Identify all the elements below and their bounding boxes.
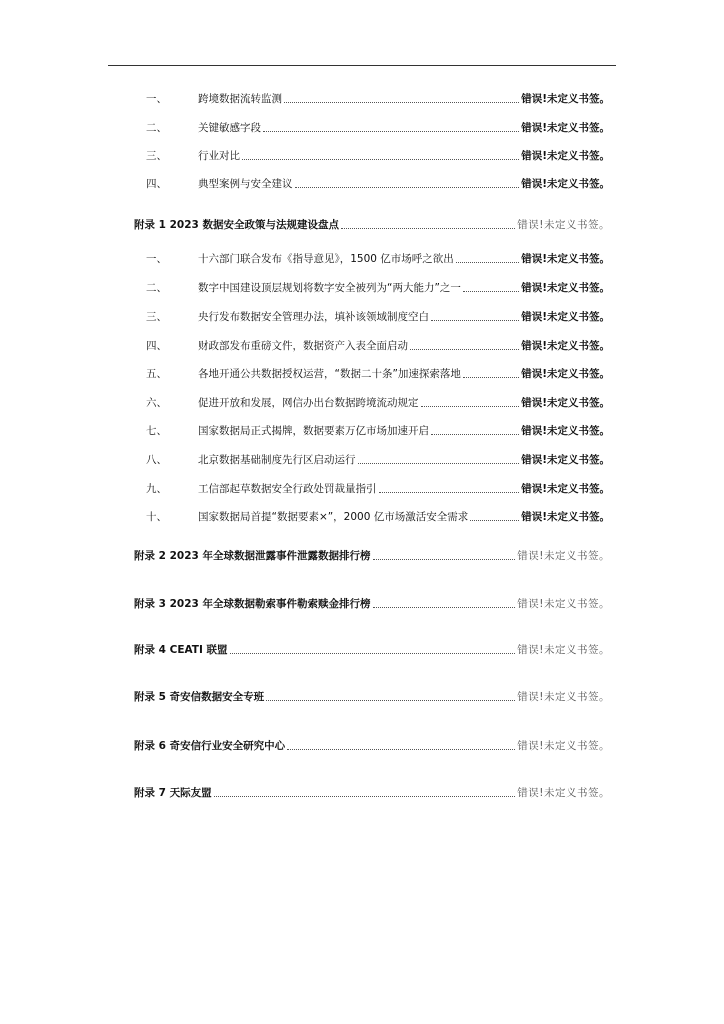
toc-appendix-title: 附录 1 2023 数据安全政策与法规建设盘点	[134, 219, 339, 231]
toc-leader-dots	[287, 749, 515, 750]
toc-entry[interactable]	[134, 506, 610, 524]
toc-entry[interactable]	[134, 392, 610, 410]
toc-entry[interactable]	[134, 363, 610, 381]
toc-entry[interactable]	[134, 478, 610, 496]
toc-entry-number: 四、	[146, 340, 167, 352]
toc-leader-dots	[470, 520, 519, 521]
toc-entry-number: 四、	[146, 178, 167, 190]
toc-entry[interactable]	[134, 420, 610, 438]
toc-leader-dots	[463, 377, 519, 378]
toc-appendix-title: 附录 5 奇安信数据安全专班	[134, 691, 265, 703]
toc-leader-dots	[358, 463, 520, 464]
toc-entry-title: 典型案例与安全建议	[198, 178, 293, 190]
toc-entry-page-ref: 错误!未定义书签。	[521, 454, 610, 466]
toc-entry-page-ref: 错误!未定义书签。	[517, 550, 610, 562]
toc-entry-title: 跨境数据流转监测	[198, 93, 282, 105]
toc-entry-number: 一、	[146, 93, 167, 105]
toc-leader-dots	[463, 291, 519, 292]
toc-appendix-entry[interactable]	[134, 686, 610, 704]
toc-leader-dots	[421, 406, 520, 407]
toc-entry-title: 央行发布数据安全管理办法，填补该领域制度空白	[198, 311, 429, 323]
toc-leader-dots	[341, 228, 515, 229]
toc-entry-title: 北京数据基础制度先行区启动运行	[198, 454, 356, 466]
toc-entry-number: 一、	[146, 253, 167, 265]
toc-entry-title: 促进开放和发展，网信办出台数据跨境流动规定	[198, 397, 419, 409]
toc-entry[interactable]	[134, 335, 610, 353]
toc-leader-dots	[373, 559, 516, 560]
toc-entry-page-ref: 错误!未定义书签。	[521, 511, 610, 523]
toc-leader-dots	[410, 349, 519, 350]
toc-entry-page-ref: 错误!未定义书签。	[517, 787, 610, 799]
toc-entry[interactable]	[134, 145, 610, 163]
toc-appendix-entry[interactable]	[134, 639, 610, 657]
toc-entry-title: 数字中国建设顶层规划将数字安全被列为“两大能力”之一	[198, 282, 461, 294]
toc-entry[interactable]	[134, 449, 610, 467]
toc-entry-number: 十、	[146, 511, 167, 523]
toc-entry-page-ref: 错误!未定义书签。	[521, 150, 610, 162]
toc-leader-dots	[242, 159, 519, 160]
toc-entry-title: 工信部起草数据安全行政处罚裁量指引	[198, 483, 377, 495]
toc-entry-title: 国家数据局首提“数据要素×”，2000 亿市场激活安全需求	[198, 511, 469, 523]
toc-leader-dots	[373, 607, 516, 608]
toc-entry-number: 六、	[146, 397, 167, 409]
toc-entry-page-ref: 错误!未定义书签。	[521, 253, 610, 265]
toc-appendix-title: 附录 3 2023 年全球数据勒索事件勒索赎金排行榜	[134, 598, 371, 610]
toc-entry[interactable]	[134, 173, 610, 191]
toc-entry-page-ref: 错误!未定义书签。	[517, 219, 610, 231]
toc-entry-number: 二、	[146, 282, 167, 294]
toc-entry-page-ref: 错误!未定义书签。	[517, 644, 610, 656]
toc-leader-dots	[379, 492, 520, 493]
toc-entry[interactable]	[134, 306, 610, 324]
toc-entry-page-ref: 错误!未定义书签。	[521, 311, 610, 323]
toc-appendix-title: 附录 6 奇安信行业安全研究中心	[134, 740, 286, 752]
toc-entry-page-ref: 错误!未定义书签。	[517, 598, 610, 610]
toc-entry-number: 九、	[146, 483, 167, 495]
toc-leader-dots	[284, 102, 519, 103]
toc-entry-title: 关键敏感字段	[198, 122, 261, 134]
toc-appendix-title: 附录 7 天际友盟	[134, 787, 212, 799]
toc-entry-page-ref: 错误!未定义书签。	[521, 122, 610, 134]
toc-entry[interactable]	[134, 277, 610, 295]
toc-leader-dots	[214, 796, 516, 797]
toc-entry-page-ref: 错误!未定义书签。	[521, 93, 610, 105]
toc-entry-number: 七、	[146, 425, 167, 437]
toc-entry-page-ref: 错误!未定义书签。	[521, 282, 610, 294]
toc-entry-page-ref: 错误!未定义书签。	[521, 425, 610, 437]
toc-appendix-title: 附录 4 CEATI 联盟	[134, 644, 228, 656]
toc-entry-title: 财政部发布重磅文件，数据资产入表全面启动	[198, 340, 408, 352]
toc-entry-title: 国家数据局正式揭牌，数据要素万亿市场加速开启	[198, 425, 429, 437]
toc-entry[interactable]	[134, 248, 610, 266]
toc-leader-dots	[295, 187, 520, 188]
toc-leader-dots	[431, 320, 519, 321]
toc-entry-page-ref: 错误!未定义书签。	[521, 178, 610, 190]
toc-entry[interactable]	[134, 88, 610, 106]
toc-entry-number: 五、	[146, 368, 167, 380]
toc-entry-number: 二、	[146, 122, 167, 134]
toc-entry[interactable]	[134, 117, 610, 135]
toc-appendix-entry[interactable]	[134, 782, 610, 800]
toc-leader-dots	[431, 434, 519, 435]
toc-leader-dots	[263, 131, 519, 132]
toc-leader-dots	[456, 262, 519, 263]
toc-entry-page-ref: 错误!未定义书签。	[521, 483, 610, 495]
toc-entry-page-ref: 错误!未定义书签。	[521, 340, 610, 352]
toc-entry-page-ref: 错误!未定义书签。	[517, 691, 610, 703]
toc-appendix-entry[interactable]	[134, 735, 610, 753]
toc-appendix-entry[interactable]	[134, 545, 610, 563]
toc-entry-title: 十六部门联合发布《指导意见》，1500 亿市场呼之欲出	[198, 253, 454, 265]
toc-appendix-title: 附录 2 2023 年全球数据泄露事件泄露数据排行榜	[134, 550, 371, 562]
toc-appendix-entry[interactable]	[134, 593, 610, 611]
toc-leader-dots	[266, 700, 515, 701]
toc-entry-page-ref: 错误!未定义书签。	[521, 368, 610, 380]
toc-entry-number: 三、	[146, 311, 167, 323]
toc-entry-number: 八、	[146, 454, 167, 466]
toc-entry-page-ref: 错误!未定义书签。	[521, 397, 610, 409]
toc-entry-title: 行业对比	[198, 150, 240, 162]
toc-entry-page-ref: 错误!未定义书签。	[517, 740, 610, 752]
toc-entry-title: 各地开通公共数据授权运营，“数据二十条”加速探索落地	[198, 368, 461, 380]
toc-appendix-entry[interactable]	[134, 214, 610, 232]
toc-leader-dots	[230, 653, 516, 654]
toc-entry-number: 三、	[146, 150, 167, 162]
